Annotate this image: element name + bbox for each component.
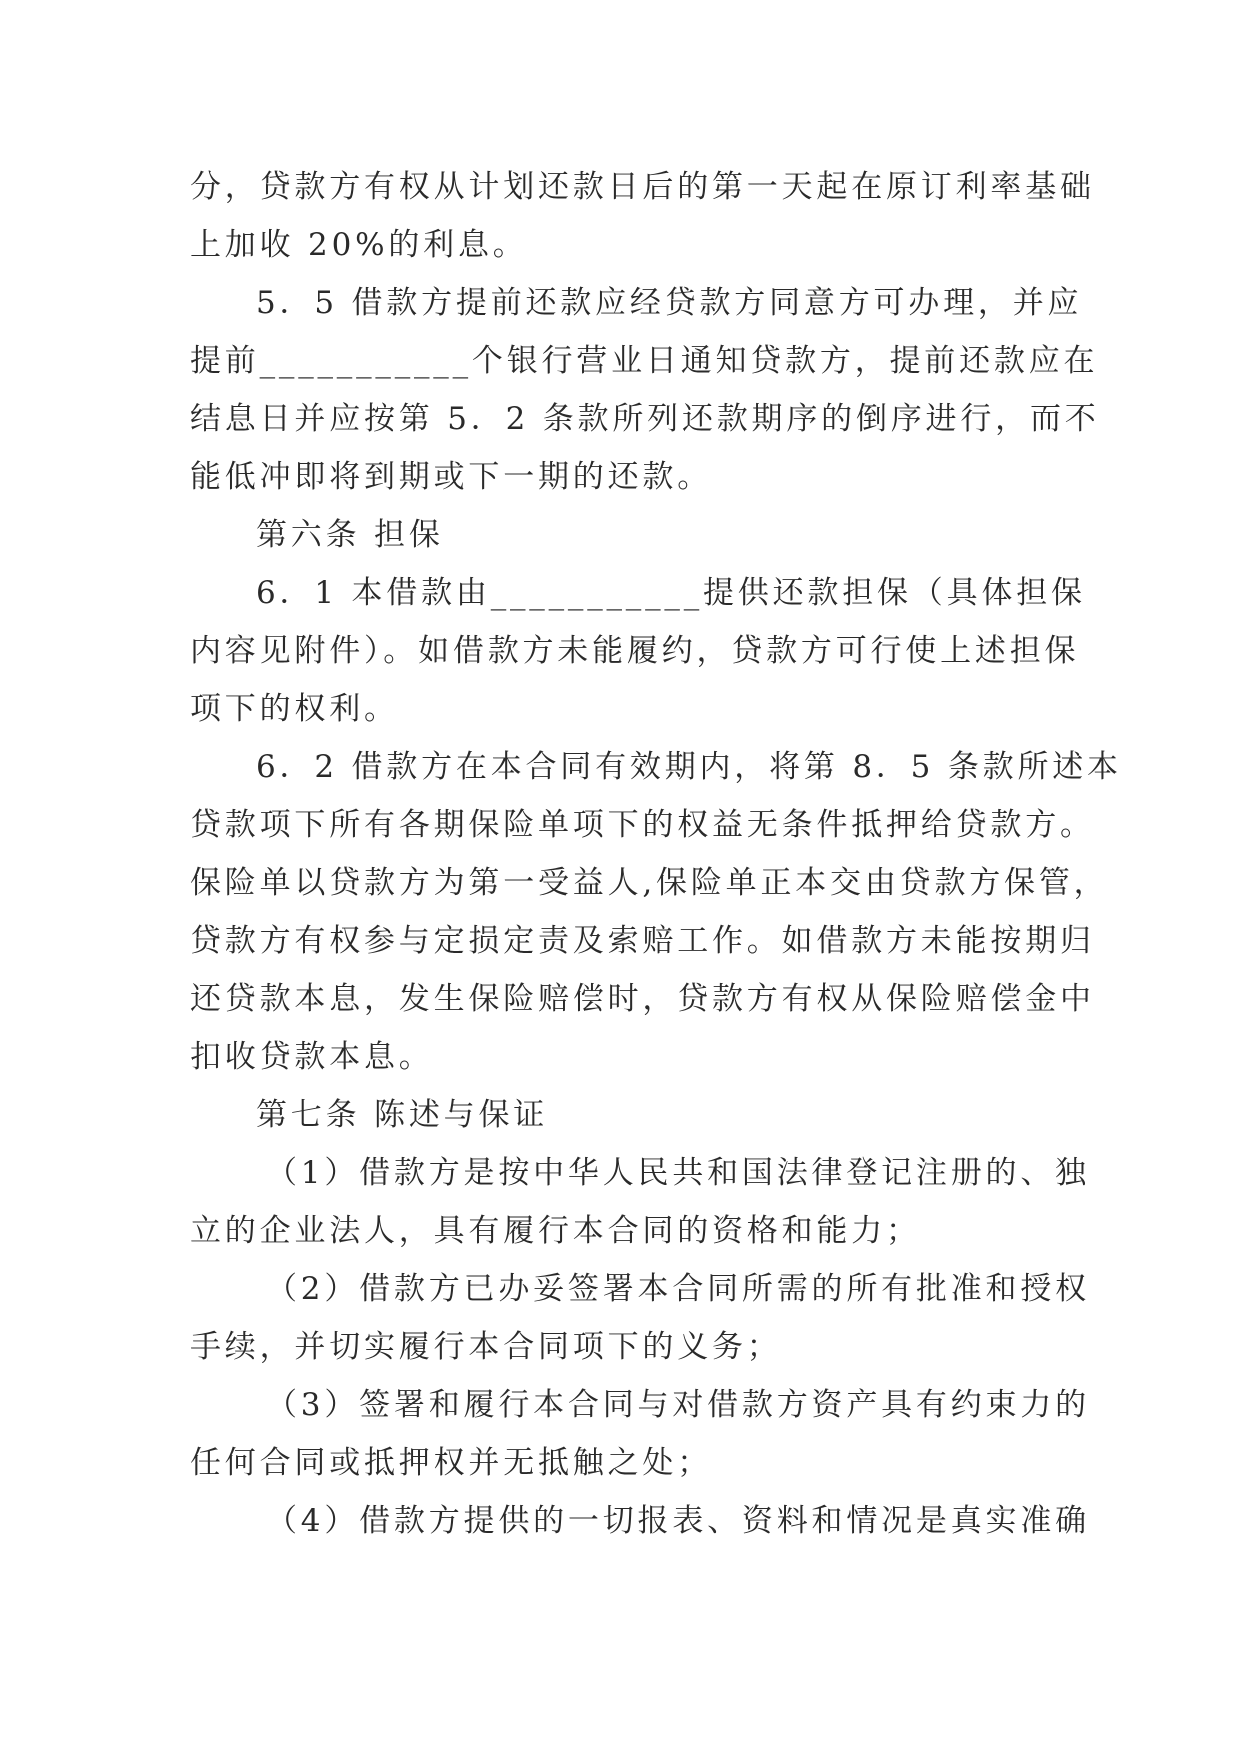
text-line: 立的企业法人，具有履行本合同的资格和能力； bbox=[190, 1213, 921, 1249]
item-3: （3）签署和履行本合同与对借款方资产具有约束力的 bbox=[266, 1387, 1090, 1423]
text-line: 手续，并切实履行本合同项下的义务； bbox=[190, 1329, 782, 1365]
text-line: 提前___________个银行营业日通知贷款方，提前还款应在 bbox=[190, 343, 1099, 379]
text-line: 分，贷款方有权从计划还款日后的第一天起在原订利率基础 bbox=[190, 169, 1095, 205]
item-2: （2）借款方已办妥签署本合同所需的所有批准和授权 bbox=[266, 1271, 1090, 1307]
text-line: 保险单以贷款方为第一受益人,保险单正本交由贷款方保管， bbox=[190, 865, 1109, 901]
article-7-heading: 第七条 陈述与保证 bbox=[256, 1097, 549, 1133]
text-line: 扣收贷款本息。 bbox=[190, 1039, 434, 1075]
text-line: 结息日并应按第 5．2 条款所列还款期序的倒序进行，而不 bbox=[190, 401, 1100, 437]
clause-5-5: 5．5 借款方提前还款应经贷款方同意方可办理，并应 bbox=[256, 285, 1083, 321]
text-line: 上加收 20%的利息。 bbox=[190, 227, 528, 263]
item-1: （1）借款方是按中华人民共和国法律登记注册的、独 bbox=[266, 1155, 1090, 1191]
text-line: 贷款项下所有各期保险单项下的权益无条件抵押给贷款方。 bbox=[190, 807, 1095, 843]
article-6-heading: 第六条 担保 bbox=[256, 517, 444, 553]
text-line: 任何合同或抵押权并无抵触之处； bbox=[190, 1445, 712, 1481]
clause-6-1: 6．1 本借款由___________提供还款担保（具体担保 bbox=[256, 575, 1086, 611]
item-4: （4）借款方提供的一切报表、资料和情况是真实准确 bbox=[266, 1503, 1090, 1539]
text-line: 还贷款本息，发生保险赔偿时，贷款方有权从保险赔偿金中 bbox=[190, 981, 1095, 1017]
text-line: 贷款方有权参与定损定责及索赔工作。如借款方未能按期归 bbox=[190, 923, 1095, 959]
text-line: 内容见附件）。如借款方未能履约，贷款方可行使上述担保 bbox=[190, 633, 1080, 669]
text-line: 能低冲即将到期或下一期的还款。 bbox=[190, 459, 712, 495]
clause-6-2: 6．2 借款方在本合同有效期内，将第 8．5 条款所述本 bbox=[256, 749, 1122, 785]
text-line: 项下的权利。 bbox=[190, 691, 399, 727]
